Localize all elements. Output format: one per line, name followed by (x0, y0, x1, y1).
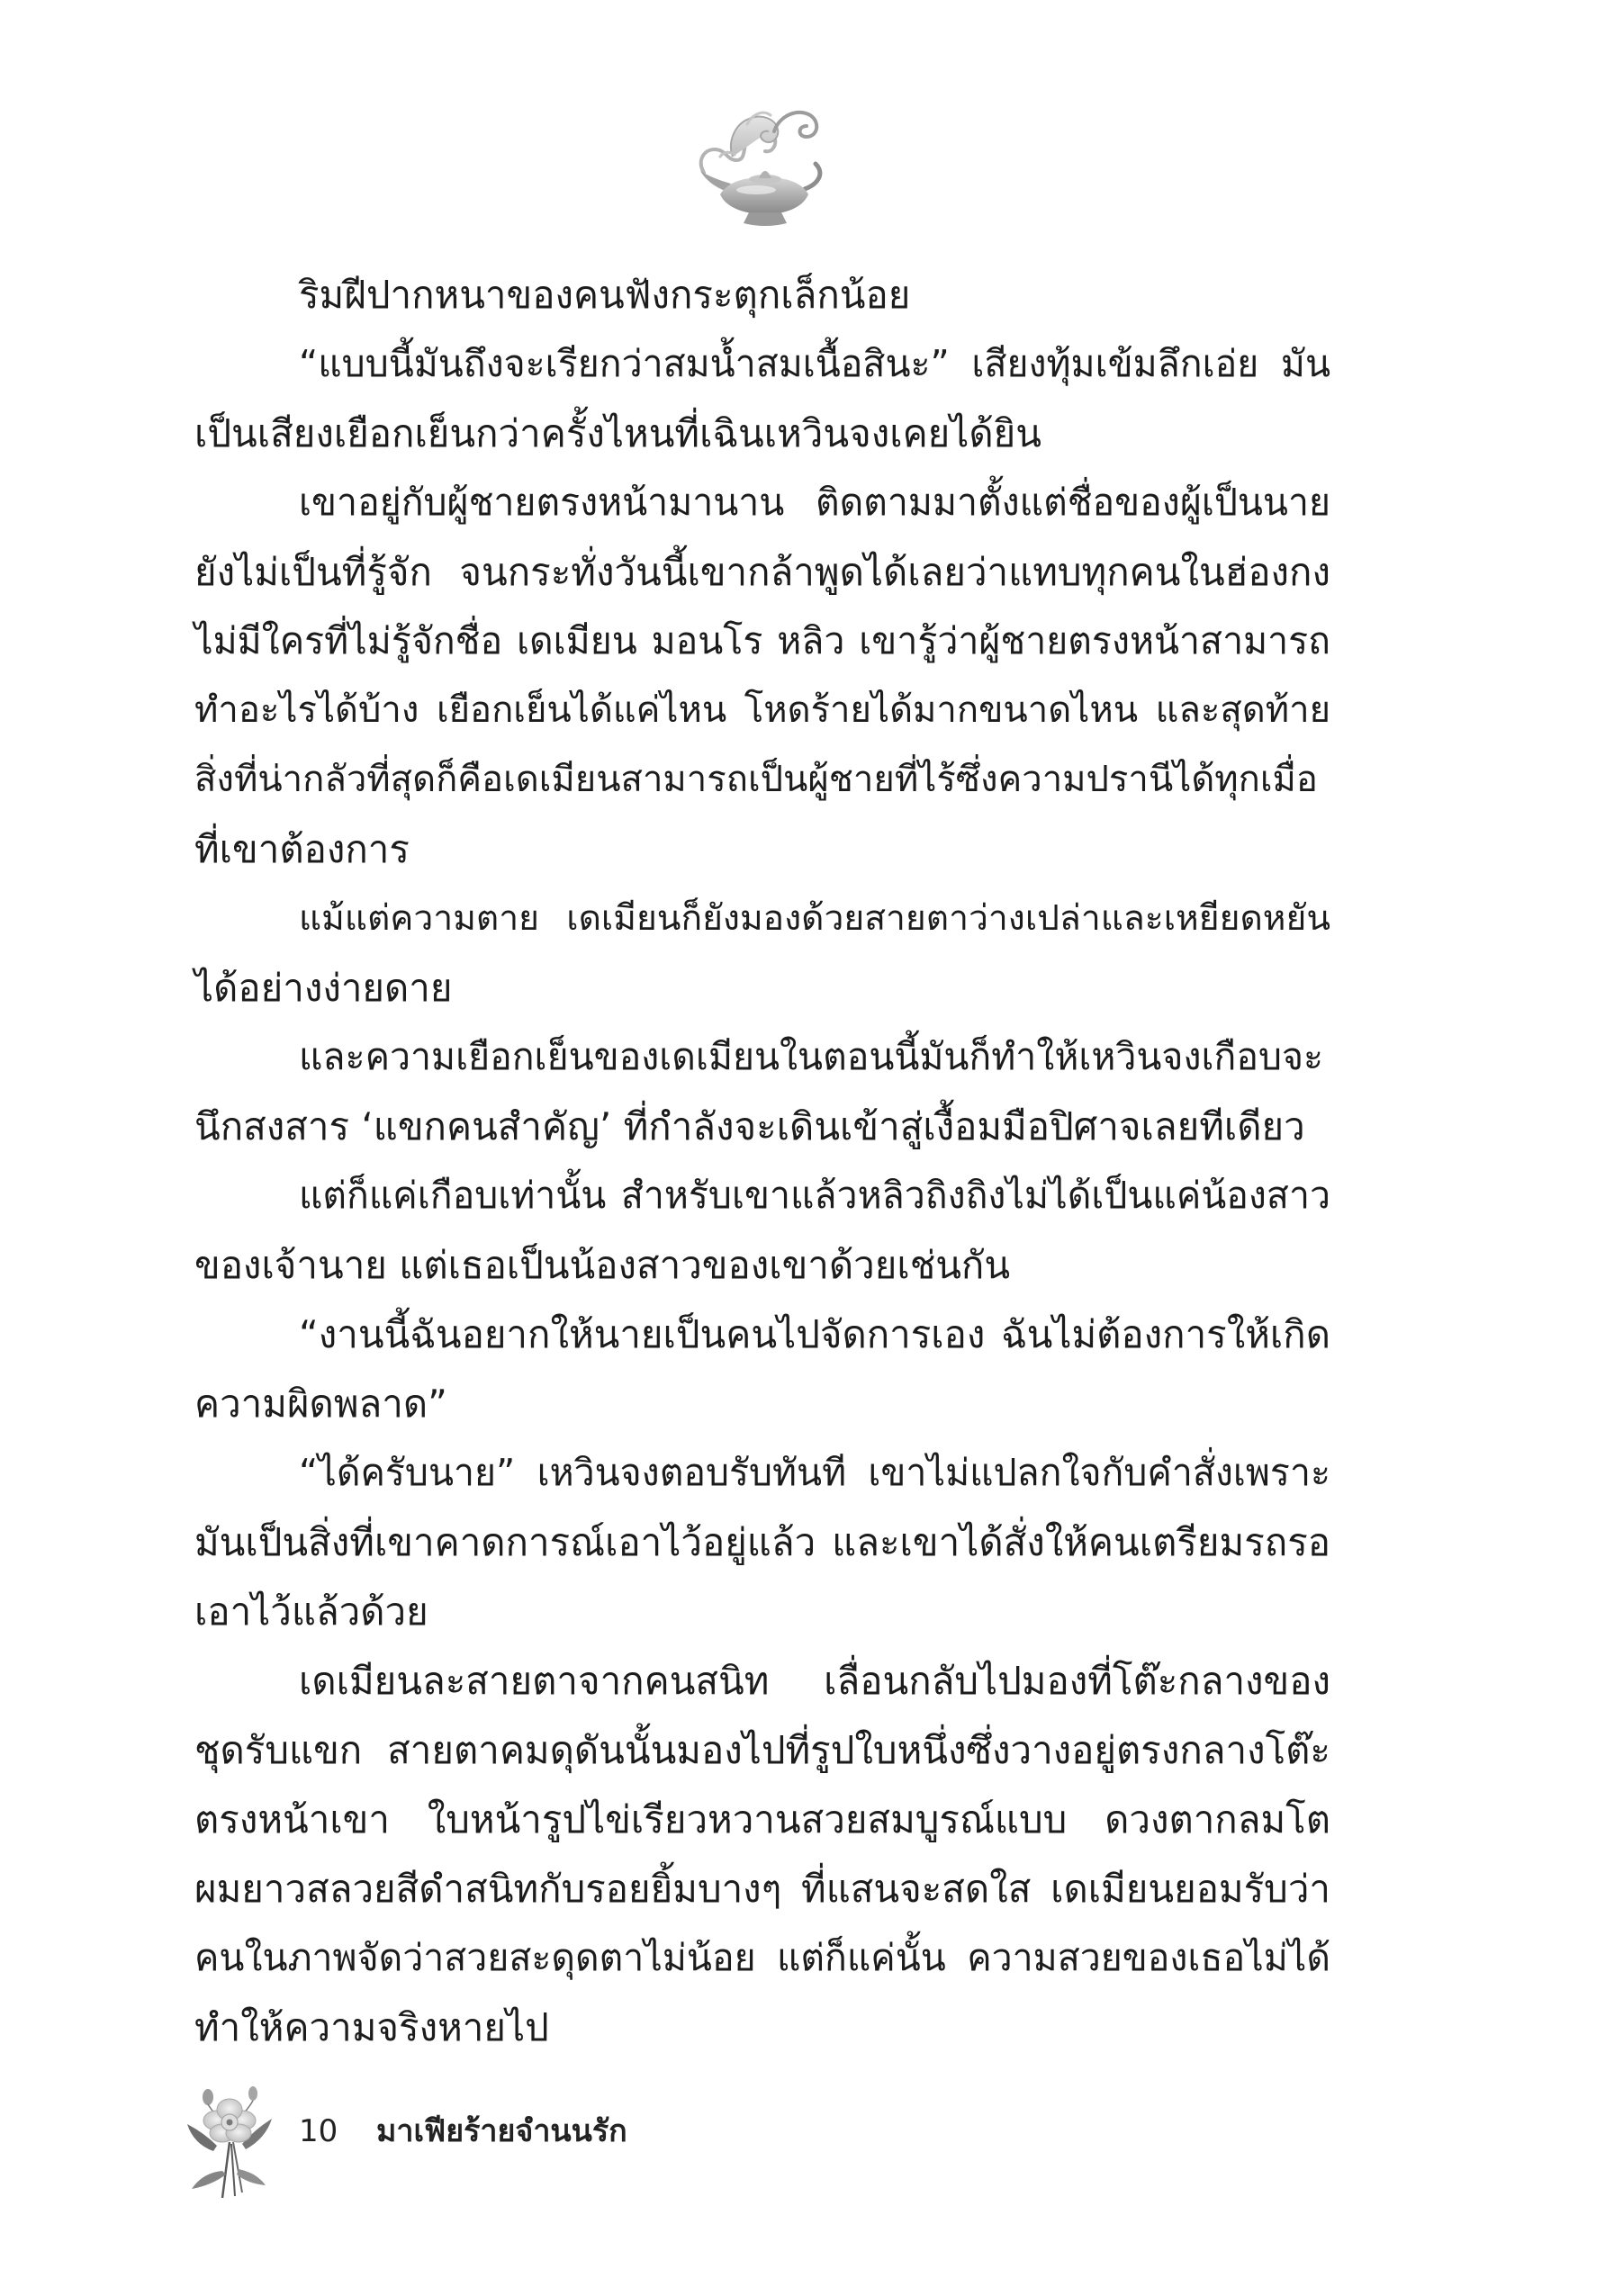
paragraph (194, 260, 1330, 329)
paragraph (194, 884, 1330, 1022)
text-line: “งานนี้ฉันอยากให้นายเป็นคนไปจัดการเอง ฉันไม่ต้องการให้เกิด (299, 1312, 1330, 1356)
text-line: ยังไม่เป็นที่รู้จัก จนกระทั่งวันนี้เขากล้าพูดได้เลยว่าแทบทุกคนในฮ่องกง (194, 550, 1330, 594)
paragraph (194, 1161, 1330, 1300)
book-title: มาเฟียร้ายจำนนรัก (376, 2113, 627, 2149)
paragraph (194, 329, 1330, 468)
flower-bouquet-ornament (185, 2079, 275, 2201)
text-line: “ได้ครับนาย” เหวินจงตอบรับทันที เขาไม่แปลกใจกับคำสั่งเพราะ (299, 1451, 1330, 1494)
text-line: แต่ก็แค่เกือบเท่านั้น สำหรับเขาแล้วหลิวถิงถิงไม่ได้เป็นแค่น้องสาว (299, 1174, 1330, 1217)
text-line: มันเป็นสิ่งที่เขาคาดการณ์เอาไว้อยู่แล้ว และเขาได้สั่งให้คนเตรียมรถรอ (194, 1520, 1330, 1564)
paragraph (194, 468, 1330, 884)
text-line: และความเยือกเย็นของเดเมียนในตอนนี้มันก็ทำให้เหวินจงเกือบจะ (299, 1035, 1324, 1078)
text-line: ของเจ้านาย แต่เธอเป็นน้องสาวของเขาด้วยเช่นกัน (194, 1243, 1011, 1287)
paragraph (194, 1646, 1330, 2062)
paragraph (194, 1022, 1330, 1161)
paragraph (194, 1438, 1330, 1646)
text-line: ที่เขาต้องการ (194, 827, 410, 871)
paragraph (194, 1300, 1330, 1438)
text-line: ผมยาวสลวยสีดำสนิทกับรอยยิ้มบางๆ ที่แสนจะสดใส เดเมียนยอมรับว่า (194, 1867, 1330, 1911)
text-line: เอาไว้แล้วด้วย (194, 1589, 428, 1634)
text-line: ทำให้ความจริงหายไป (194, 2005, 549, 2049)
page-footer (0, 2079, 1605, 2205)
text-line: ไม่มีใครที่ไม่รู้จักชื่อ เดเมียน มอนโร หลิว เขารู้ว่าผู้ชายตรงหน้าสามารถ (194, 619, 1330, 662)
text-line: ตรงหน้าเขา ใบหน้ารูปไข่เรียวหวานสวยสมบูรณ์แบบ ดวงตากลมโต (194, 1797, 1330, 1841)
text-line: ความผิดพลาด” (194, 1382, 447, 1426)
text-line: แม้แต่ความตาย เดเมียนก็ยังมองด้วยสายตาว่างเปล่าและเหยียดหยัน (299, 898, 1330, 939)
text-line: ชุดรับแขก สายตาคมดุดันนั้นมองไปที่รูปใบหนึ่งซึ่งวางอยู่ตรงกลางโต๊ะ (194, 1728, 1330, 1772)
genie-lamp-ornament (693, 101, 834, 236)
text-line: เขาอยู่กับผู้ชายตรงหน้ามานาน ติดตามมาตั้งแต่ชื่อของผู้เป็นนาย (299, 481, 1330, 524)
text-line: ได้อย่างง่ายดาย (194, 966, 453, 1010)
body-text (194, 260, 1330, 2062)
text-line: ริมฝีปากหนาของคนฟังกระตุกเล็กน้อย (299, 273, 911, 317)
text-line: เดเมียนละสายตาจากคนสนิท เลื่อนกลับไปมองที่โต๊ะกลางของ (299, 1659, 1330, 1703)
text-line: ทำอะไรได้บ้าง เยือกเย็นได้แค่ไหน โหดร้ายได้มากขนาดไหน และสุดท้าย (194, 689, 1330, 731)
text-line: นึกสงสาร ‘แขกคนสำคัญ’ ที่กำลังจะเดินเข้าสู่เงื้อมมือปิศาจเลยทีเดียว (194, 1104, 1305, 1148)
text-line: สิ่งที่น่ากลัวที่สุดก็คือเดเมียนสามารถเป็นผู้ชายที่ไร้ซึ่งความปรานีได้ทุกเมื่อ (194, 759, 1318, 800)
text-line: เป็นเสียงเยือกเย็นกว่าครั้งไหนที่เฉินเหวินจงเคยได้ยิน (194, 411, 1042, 455)
text-line: “แบบนี้มันถึงจะเรียกว่าสมน้ำสมเนื้อสินะ” เสียงทุ้มเข้มลึกเอ่ย มัน (299, 342, 1330, 385)
page-number: 10 (299, 2113, 338, 2149)
text-line: คนในภาพจัดว่าสวยสะดุดตาไม่น้อย แต่ก็แค่นั้น ความสวยของเธอไม่ได้ (194, 1936, 1330, 1979)
